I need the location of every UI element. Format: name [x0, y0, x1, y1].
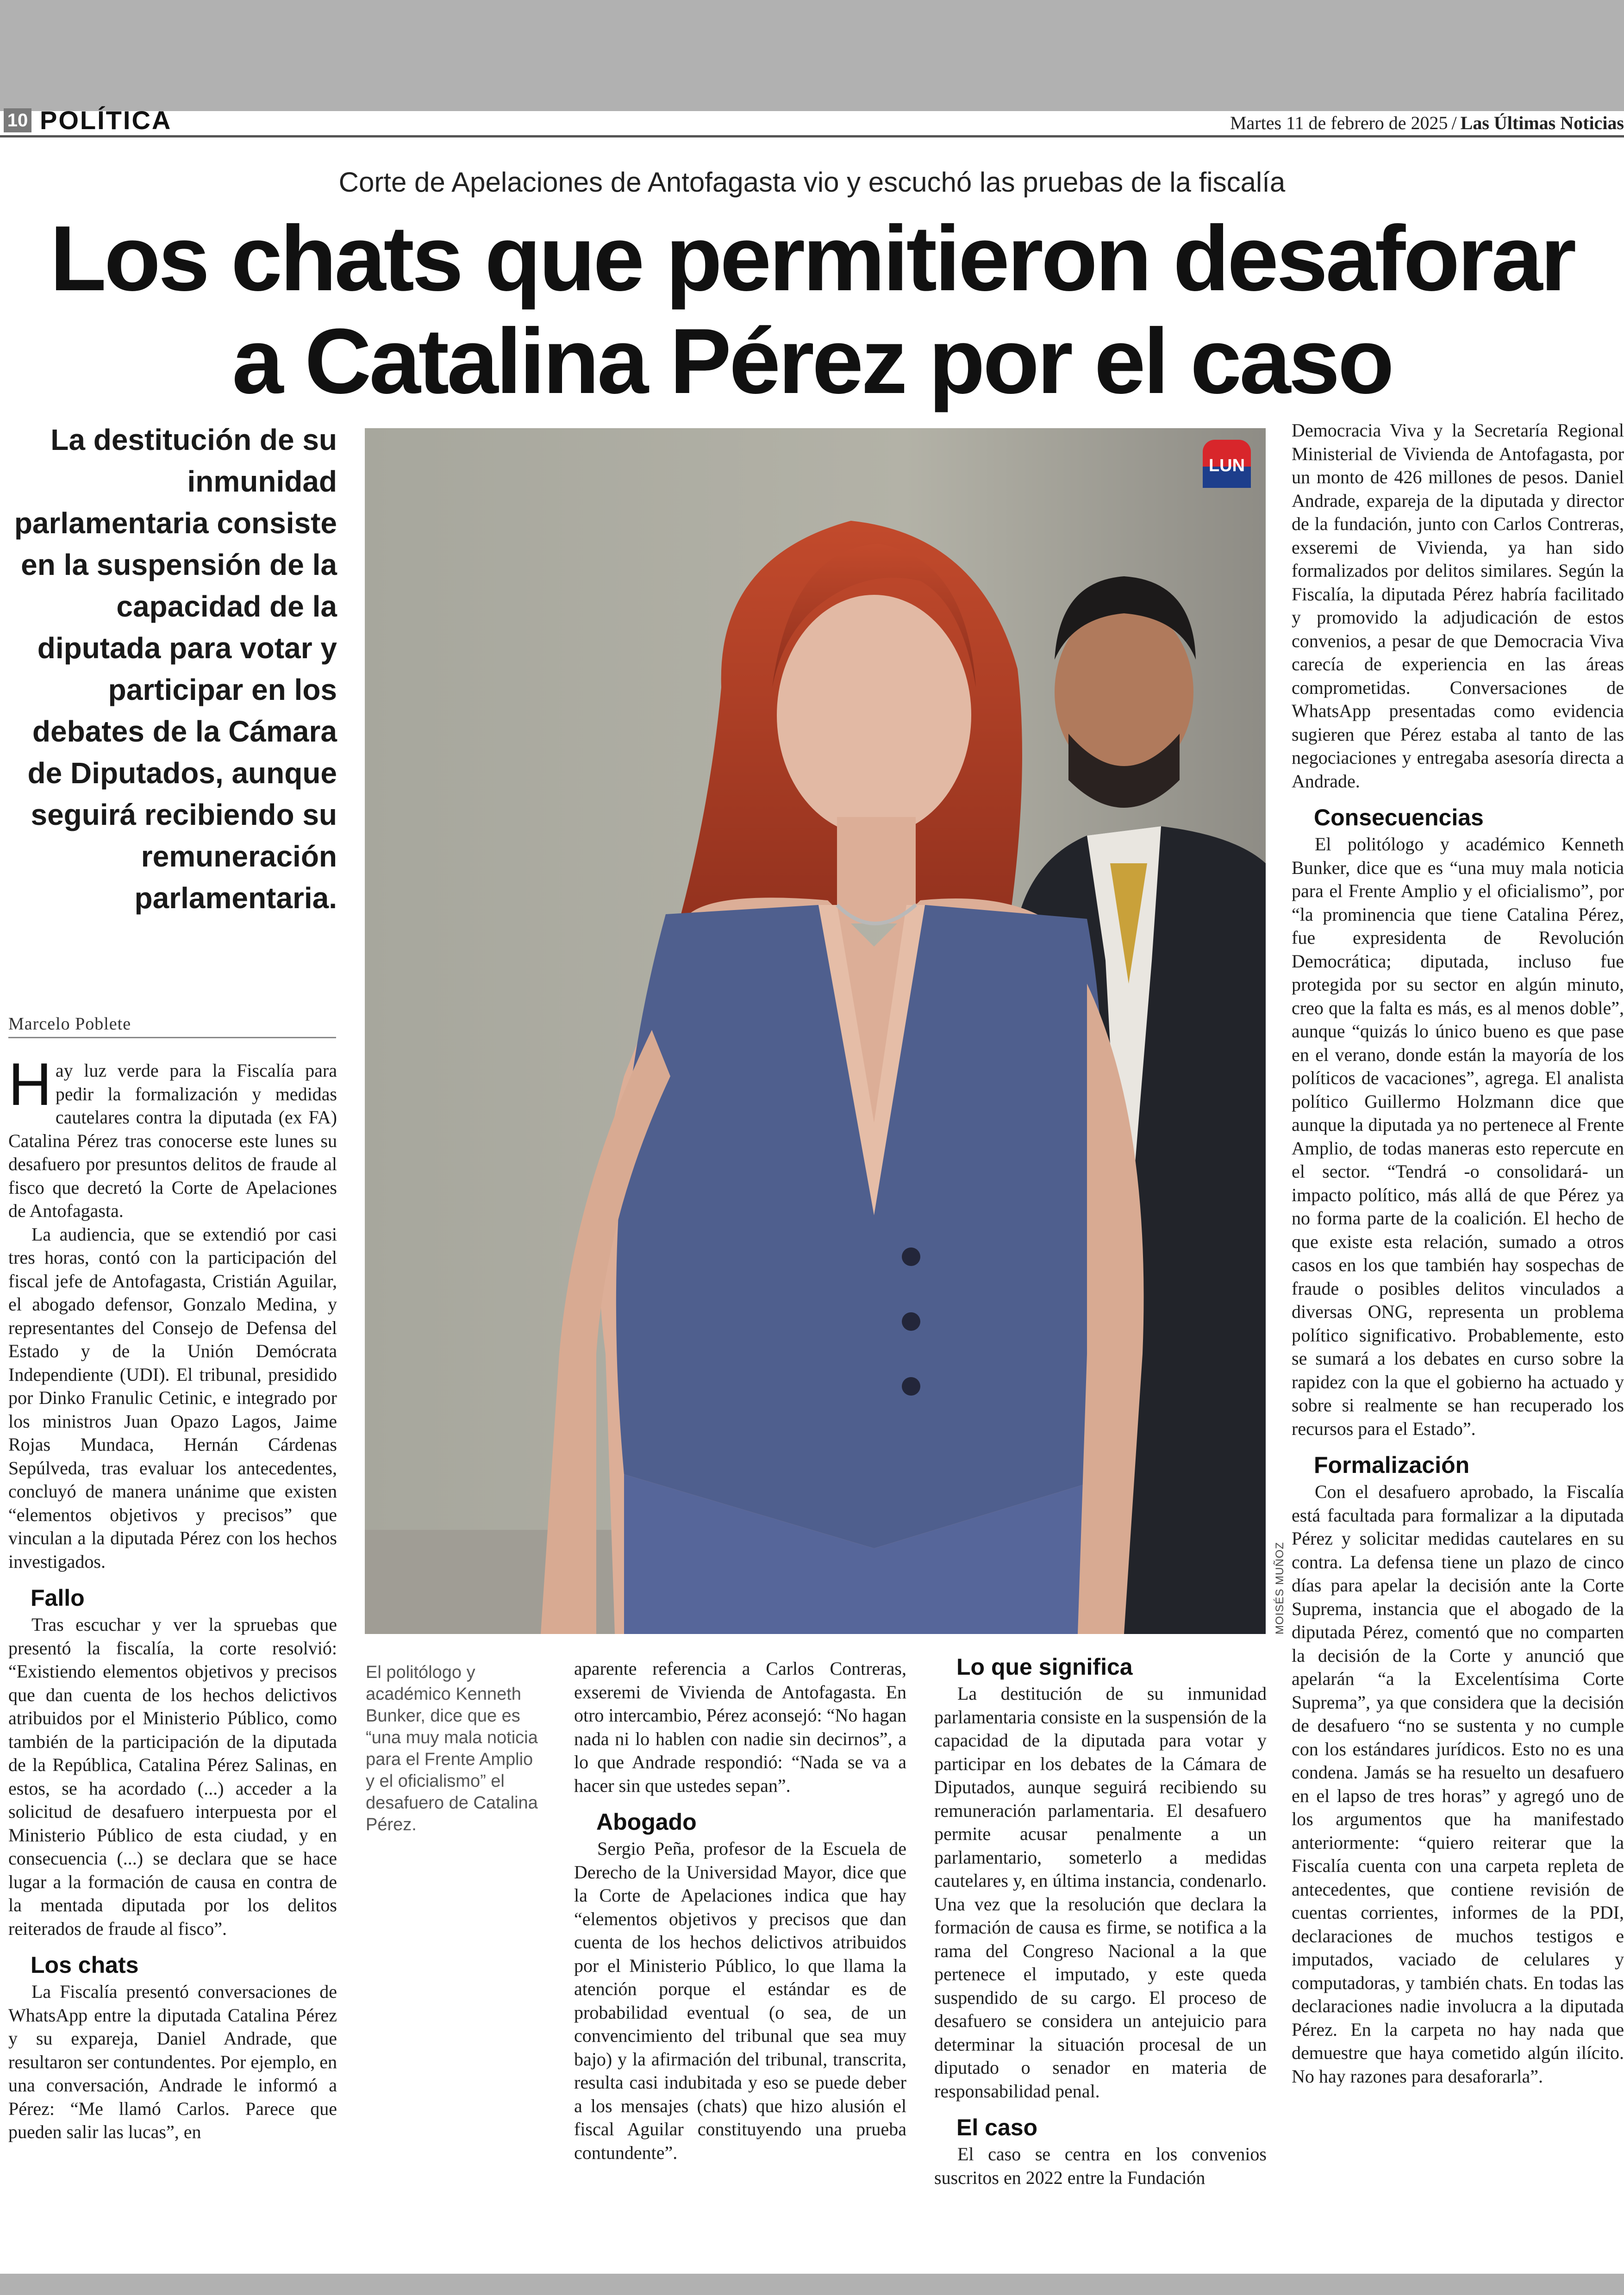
- body-paragraph: La Fiscalía presentó conversaciones de WhatsApp entre la diputada Catalina Pérez y su expareja, Daniel Andrade, que resultaron ser contundentes. Por ejemplo, en una conversación, Andrade le informó a Pérez: “Me llamó Carlos. Parece que pueden salir las lucas”, en: [8, 1981, 337, 2142]
- body-paragraph: La destitución de su inmunidad parlamentaria consiste en la suspensión de la capacidad de la diputada para votar y participar en los debates de la Cámara de Diputados, aunque seguirá recibiendo su remuneración parlamentaria. El desafuero permite acusar penalmente a un parlamentario, someterlo a medidas cautelares y, en última instancia, condenarlo. Una vez que la resolución que declara la formación de causa es firme, se notifica a la rama del Congreso Nacional a la que pertenece el imputado, y este queda suspendido de su cargo. El proceso de desafuero se considera un antejuicio para determinar la situación procesal de un diputado o senador en materia de responsabilidad penal.: [934, 1683, 1267, 2102]
- subhead-el-caso: El caso: [956, 2114, 1038, 2140]
- subhead-abogado: Abogado: [596, 1809, 697, 1835]
- subhead-los-chats: Los chats: [31, 1952, 139, 1978]
- article-column-5: [1292, 419, 1624, 2088]
- issue-date: Martes 11 de febrero de 2025: [1230, 112, 1448, 133]
- article-headline: Los chats que permitieron desaforar a Catalina Pérez por el caso: [50, 207, 1574, 413]
- subhead-lo-que-significa: Lo que significa: [956, 1654, 1133, 1680]
- lead-text: ay luz verde para la Fiscalía para pedir la formalización y medidas cautelares contra la diputada (ex FA) Catalina Pérez tras conocerse este lunes su desafuero por presuntos delitos de fraude al fisco que decretó la Corte de Apelaciones de Antofagasta.: [8, 1060, 337, 1221]
- subhead-formalizacion: Formalización: [1314, 1452, 1470, 1478]
- page-header: [0, 106, 1624, 138]
- article-photo: [365, 428, 1266, 1634]
- photo-credit: MOISÉS MUÑOZ: [1274, 1541, 1286, 1634]
- body-paragraph: aparente referencia a Carlos Contreras, exseremi de Vivienda de Antofagasta. En otro intercambio, Pérez aconsejó: “No hagan nada ni lo hablen con nadie sin decirnos”, a lo que Andrade respondió: “Nada se va a hacer sin que ustedes sepan”.: [574, 1658, 906, 1796]
- subhead-consecuencias: Consecuencias: [1314, 804, 1484, 830]
- article-column-4: [934, 1652, 1267, 2189]
- body-paragraph: Tras escuchar y ver la spruebas que presentó la fiscalía, la corte resolvió: “Existiendo elementos objetivos y precisos que dan cuenta de los hechos delictivos atribuidos por el Ministerio Público, como también de la participación de la diputada de la República, Catalina Pérez Salinas, en estos, se ha acordado (...) acceder a la solicitud de desafuero interpuesta por el Ministerio Público de esta ciudad, y en consecuencia (...) se declara que se hace lugar a la formación de causa en contra de la mentada diputada por los delitos reiterados de fraude al fisco”.: [8, 1614, 337, 1939]
- lead-paragraph: [8, 1050, 337, 1223]
- photo-credit-box: [1271, 1535, 1289, 1637]
- body-paragraph: Con el desafuero aprobado, la Fiscalía está facultada para formalizar a la diputada Pérez y solicitar medidas cautelares en su contra. La defensa tiene un plazo de cinco días para apelar la decisión ante la Corte Suprema, instancia que el abogado de la diputada Pérez, comentó que no comparten la decisión de la Corte y anunció que apelarán “a la Excelentísima Corte Suprema”, ya que considera que la decisión de desafuero “no se sustenta y no cumple con los estándares jurídicos. Esto no es una condena. Jamás se ha resuelto un desafuero en el lapso de tres horas” y agregó uno de los argumentos que ha manifestado anteriormente: “quiero reiterar que la Fiscalía cuenta con una carpeta repleta de antecedentes, que contiene revisión de cuentas corrientes, informes de la PDI, declaraciones de muchos testigos e imputados, vaciado de celulares y computadoras, y también chats. En todas las declaraciones nadie involucra a la diputada Pérez. En la carpeta no hay nada que demuestre que haya cometido algún ilícito. No hay razones para desaforarla”.: [1292, 1481, 1624, 2087]
- header-rule: [0, 135, 1624, 137]
- bottom-gray-band: [0, 2274, 1624, 2295]
- dateline-separator: /: [1451, 112, 1457, 133]
- top-gray-band: [0, 0, 1624, 111]
- body-paragraph: El politólogo y académico Kenneth Bunker, dice que es “una muy mala noticia para el Frente Amplio y el oficialismo”, por “la prominencia que tiene Catalina Pérez, fue expresidenta de Revolución Democrática; diputada, incluso fue protegida por su sector en algún minuto, creo que la falta es más, es al menos doble”, aunque “quizás lo único bueno es que pase en el verano, donde están la mayoría de los políticos de vacaciones”, agrega. El analista político Guillermo Holzmann dice que aunque la diputada ya no pertenece al Frente Amplio, de todas maneras esto repercute en el sector. “Tendrá -o consolidará- un impacto político, más allá de que Pérez ya no forma parte de la coalición. El hecho de que existe esta relación, sumado a otros casos en los que también hay sospechas de fraude o posibles delitos vinculados a diversas ONG, representa un problema político significativo. Probablemente, esto se sumará a los debates en curso sobre la rapidez con la que el gobierno ha actuado y sobre si realmente se han recuperado los recursos para el Estado”.: [1292, 834, 1624, 1439]
- section-name: POLÍTICA: [40, 106, 172, 135]
- lun-logo: [1203, 440, 1251, 488]
- page-number: 10: [4, 108, 31, 132]
- article-column-3: [574, 1657, 906, 2164]
- body-paragraph: Democracia Viva y la Secretaría Regional Ministerial de Vivienda de Antofagasta, por un monto de 426 millones de pesos. Daniel Andrade, expareja de la diputada y director de la fundación, junto con Carlos Contreras, exseremi de Vivienda, ya han sido formalizados por delitos similares. Según la Fiscalía, la diputada Pérez habría facilitado y promovido la adjudicación de estos convenios, a pesar de que Democracia Viva carecía de experiencia en las áreas comprometidas. Conversaciones de WhatsApp presentadas como evidencia sugieren que Pérez estaba al tanto de las negociaciones y entregaba asesoría directa a Andrade.: [1292, 420, 1624, 792]
- body-paragraph: La audiencia, que se extendió por casi tres horas, contó con la participación del fiscal jefe de Antofagasta, Cristián Aguilar, el abogado defensor, Gonzalo Medina, y representantes del Consejo de Defensa del Estado y de la Unión Demócrata Independiente (UDI). El tribunal, presidido por Dinko Franulic Cetinic, e integrado por los ministros Juan Opazo Lagos, Jaime Rojas Mundaca, Hernán Cárdenas Sepúlveda, tras evaluar los antecedentes, concluyó de manera unánime que existen “elementos objetivos y precisos” que vinculan a la diputada Pérez con los hechos investigados.: [8, 1223, 337, 1572]
- newspaper-name: Las Últimas Noticias: [1460, 112, 1624, 133]
- subhead-fallo: Fallo: [31, 1585, 85, 1611]
- photo-caption: El politólogo y académico Kenneth Bunker, dice que es “una muy mala noticia para el Frente Amplio y el oficialismo” el desafuero de Catalina Pérez.: [366, 1663, 538, 1834]
- drop-cap: H: [8, 1050, 52, 1118]
- article-deck: La destitución de su inmunidad parlamentaria consiste en la suspensión de la capacidad de la diputada para votar y participar en los debates de la Cámara de Diputados, aunque seguirá recibiendo su remuneración parlamentaria.: [14, 423, 337, 915]
- body-paragraph: El caso se centra en los convenios suscritos en 2022 entre la Fundación: [934, 2144, 1267, 2188]
- lun-logo-text: LUN: [1208, 456, 1245, 475]
- byline: Marcelo Poblete: [8, 1014, 336, 1038]
- body-paragraph: Sergio Peña, profesor de la Escuela de Derecho de la Universidad Mayor, dice que la Corte de Apelaciones indica que hay “elementos objetivos y precisos que dan cuenta de los hechos delictivos atribuidos por el Ministerio Público, lo que llama la atención porque el estándar es de probabilidad eventual (o sea, de un convencimiento del tribunal que sea muy bajo) y la afirmación del tribunal, transcrita, resulta casi indubitada y eso se puede deber a los mensajes (chats) que hizo alusión el fiscal Aguilar constituyendo una prueba contundente”.: [574, 1838, 906, 2163]
- dateline: [1230, 112, 1624, 134]
- article-kicker: Corte de Apelaciones de Antofagasta vio y escuchó las pruebas de la fiscalía: [338, 167, 1286, 198]
- photo-illustration: [365, 428, 1266, 1634]
- article-column-1: [8, 1050, 337, 2144]
